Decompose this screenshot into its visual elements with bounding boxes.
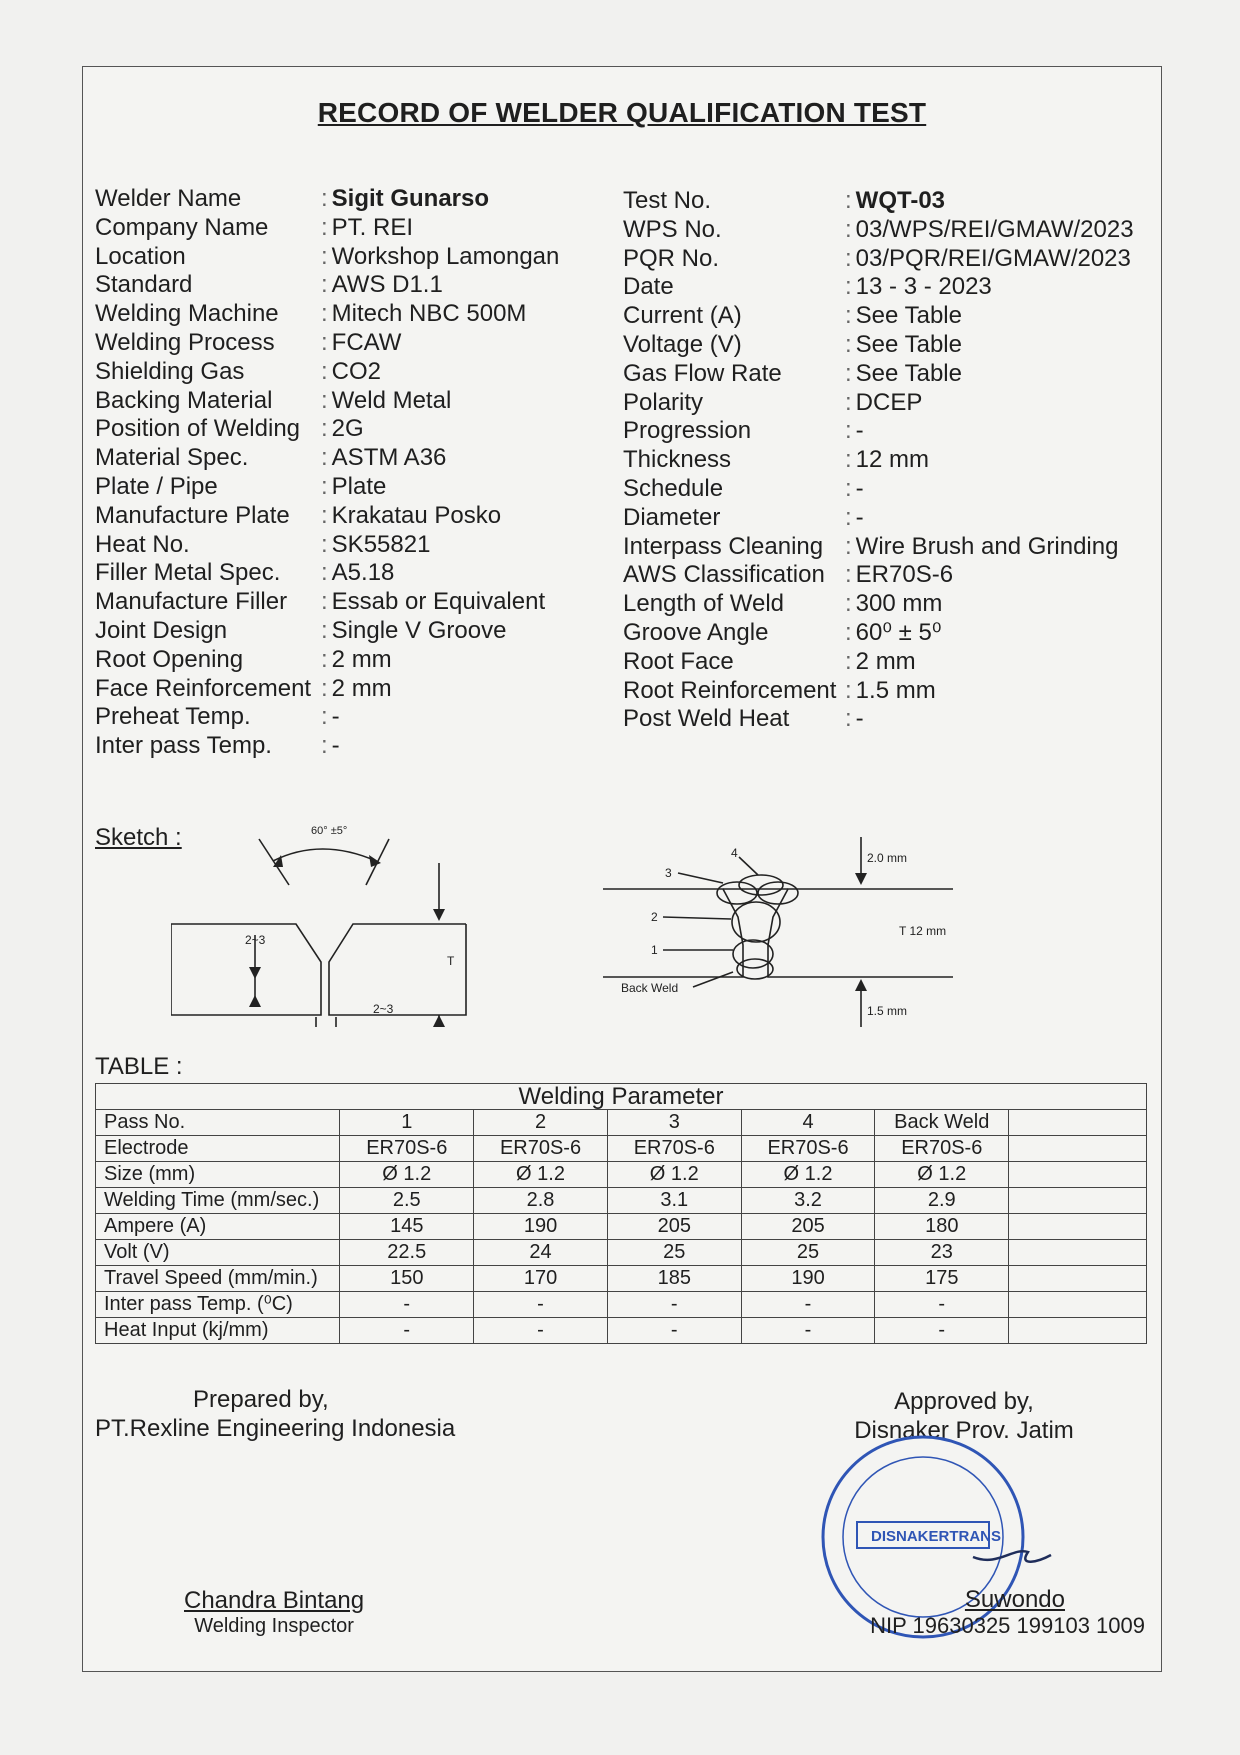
- left-field-row: [95, 703, 559, 732]
- right-field-value: See Table: [855, 359, 962, 387]
- colon-separator: :: [845, 647, 852, 675]
- weld-thickness-label: T 12 mm: [899, 924, 947, 938]
- table-cell: -: [741, 1292, 875, 1318]
- test-info-fields: [623, 187, 1134, 734]
- left-field-row: [95, 473, 559, 502]
- right-field-label: Thickness: [623, 446, 732, 474]
- left-field-value: Mitech NBC 500M: [331, 300, 527, 328]
- weld-pass-sketch: [603, 837, 1033, 1037]
- right-field-label: Progression: [623, 417, 752, 445]
- right-field-row: [623, 360, 1134, 389]
- empty-cell: [1009, 1214, 1147, 1240]
- empty-cell: [1009, 1240, 1147, 1266]
- table-cell: 25: [607, 1240, 741, 1266]
- colon-separator: :: [845, 187, 852, 214]
- row-label: Welding Time (mm/sec.): [96, 1188, 340, 1214]
- right-field-row: [623, 475, 1134, 504]
- left-field-value: -: [331, 732, 340, 760]
- left-field-label: Preheat Temp.: [95, 703, 251, 731]
- right-field-value: 60⁰ ± 5⁰: [855, 618, 942, 646]
- table-heading: Welding Parameter: [96, 1084, 1147, 1110]
- colon-separator: :: [845, 359, 852, 387]
- approved-org: Disnaker Prov. Jatim: [854, 1417, 1074, 1444]
- table-cell: Ø 1.2: [875, 1162, 1009, 1188]
- table-cell: Ø 1.2: [340, 1162, 474, 1188]
- empty-cell: [1009, 1266, 1147, 1292]
- left-field-row: [95, 675, 559, 704]
- right-field-row: [623, 273, 1134, 302]
- left-field-label: Welding Process: [95, 328, 275, 356]
- left-field-label: Inter pass Temp.: [95, 732, 272, 760]
- colon-separator: :: [321, 185, 328, 212]
- prepared-company: PT.Rexline Engineering Indonesia: [95, 1415, 456, 1442]
- table-cell: 2.8: [474, 1188, 608, 1214]
- colon-separator: :: [845, 590, 852, 618]
- approver-nip: NIP 19630325 199103 1009: [870, 1613, 1145, 1638]
- right-field-value: See Table: [855, 302, 962, 330]
- left-field-row: [95, 329, 559, 358]
- right-field-label: Root Reinforcement: [623, 676, 837, 704]
- colon-separator: :: [321, 674, 328, 702]
- table-cell: 190: [474, 1214, 608, 1240]
- row-label: Volt (V): [96, 1240, 340, 1266]
- colon-separator: :: [845, 417, 852, 445]
- table-row: [96, 1318, 1147, 1344]
- root-reinforcement-label: 1.5 mm: [867, 1004, 908, 1018]
- right-field-row: [623, 561, 1134, 590]
- colon-separator: :: [321, 271, 328, 299]
- colon-separator: :: [321, 444, 328, 472]
- welding-parameter-table: [95, 1083, 1147, 1344]
- table-cell: 2.5: [340, 1188, 474, 1214]
- colon-separator: :: [321, 501, 328, 529]
- inspector-name: Chandra Bintang: [184, 1587, 365, 1614]
- table-cell: 180: [875, 1214, 1009, 1240]
- left-field-row: [95, 444, 559, 473]
- document-title: RECORD OF WELDER QUALIFICATION TEST: [317, 97, 927, 128]
- right-field-value: ER70S-6: [855, 561, 954, 589]
- left-field-value: SK55821: [331, 530, 431, 558]
- right-field-value: -: [855, 705, 864, 733]
- left-field-row: [95, 559, 559, 588]
- colon-separator: :: [321, 242, 328, 270]
- table-label: TABLE :: [95, 1053, 183, 1080]
- table-row: [96, 1266, 1147, 1292]
- left-field-row: [95, 185, 559, 214]
- right-field-value: WQT-03: [855, 187, 946, 214]
- left-field-row: [95, 358, 559, 387]
- right-field-value: DCEP: [855, 388, 923, 416]
- table-cell: Ø 1.2: [741, 1162, 875, 1188]
- pass-3-label: 3: [665, 866, 672, 880]
- right-field-value: -: [855, 417, 864, 445]
- right-field-label: Voltage (V): [623, 330, 742, 358]
- pass-2-label: 2: [651, 910, 658, 924]
- table-cell: 25: [741, 1240, 875, 1266]
- left-field-value: A5.18: [331, 559, 395, 587]
- left-field-row: [95, 588, 559, 617]
- table-cell: 205: [741, 1214, 875, 1240]
- colon-separator: :: [321, 386, 328, 414]
- colon-separator: :: [845, 705, 852, 733]
- left-field-label: Root Opening: [95, 645, 244, 673]
- right-field-row: [623, 245, 1134, 274]
- left-field-row: [95, 646, 559, 675]
- right-field-row: [623, 705, 1134, 734]
- right-field-value: 13 - 3 - 2023: [855, 273, 992, 301]
- right-field-label: Diameter: [623, 503, 721, 531]
- left-field-label: Filler Metal Spec.: [95, 559, 281, 587]
- table-cell: 3.1: [607, 1188, 741, 1214]
- sketch-root-face-label: 2~3: [245, 933, 266, 947]
- left-field-row: [95, 387, 559, 416]
- left-field-value: Plate: [331, 472, 387, 500]
- sketch-label: Sketch :: [95, 824, 182, 851]
- left-field-row: [95, 531, 559, 560]
- colon-separator: :: [321, 300, 328, 328]
- left-field-label: Backing Material: [95, 386, 273, 414]
- empty-cell: [1009, 1188, 1147, 1214]
- colon-separator: :: [845, 446, 852, 474]
- colon-separator: :: [321, 213, 328, 241]
- colon-separator: :: [321, 559, 328, 587]
- back-weld-label: Back Weld: [621, 981, 679, 995]
- left-field-label: Welder Name: [95, 185, 242, 212]
- left-field-row: [95, 502, 559, 531]
- pass-4-label: 4: [731, 846, 738, 860]
- left-field-value: Weld Metal: [331, 386, 452, 414]
- left-field-label: Manufacture Filler: [95, 588, 288, 616]
- right-field-row: [623, 619, 1134, 648]
- table-cell: Ø 1.2: [474, 1162, 608, 1188]
- left-field-row: [95, 732, 559, 761]
- left-field-label: Heat No.: [95, 530, 190, 558]
- colon-separator: :: [321, 357, 328, 385]
- colon-separator: :: [845, 302, 852, 330]
- left-field-label: Plate / Pipe: [95, 472, 218, 500]
- left-field-row: [95, 300, 559, 329]
- table-cell: -: [875, 1292, 1009, 1318]
- table-cell: ER70S-6: [340, 1136, 474, 1162]
- right-field-row: [623, 590, 1134, 619]
- left-field-label: Location: [95, 242, 186, 270]
- left-field-row: [95, 415, 559, 444]
- colon-separator: :: [321, 616, 328, 644]
- right-field-label: PQR No.: [623, 244, 720, 272]
- document-sheet: [82, 66, 1162, 1672]
- left-field-label: Standard: [95, 271, 193, 299]
- colon-separator: :: [845, 532, 852, 560]
- table-cell: 2: [474, 1110, 608, 1136]
- row-label: Electrode: [96, 1136, 340, 1162]
- empty-cell: [1009, 1110, 1147, 1136]
- left-field-value: PT. REI: [331, 213, 414, 241]
- colon-separator: :: [321, 732, 328, 760]
- table-cell: -: [607, 1292, 741, 1318]
- colon-separator: :: [845, 244, 852, 272]
- right-field-row: [623, 648, 1134, 677]
- table-cell: 3: [607, 1110, 741, 1136]
- row-label: Pass No.: [96, 1110, 340, 1136]
- svg-text:DISNAKERTRANS: DISNAKERTRANS: [871, 1528, 1002, 1545]
- left-field-row: [95, 617, 559, 646]
- table-cell: 145: [340, 1214, 474, 1240]
- row-label: Travel Speed (mm/min.): [96, 1266, 340, 1292]
- table-row: [96, 1110, 1147, 1136]
- right-field-row: [623, 417, 1134, 446]
- colon-separator: :: [321, 472, 328, 500]
- inspector-role: Welding Inspector: [194, 1615, 354, 1637]
- left-field-value: 2 mm: [331, 674, 392, 702]
- right-field-value: Wire Brush and Grinding: [855, 532, 1119, 560]
- left-field-value: Essab or Equivalent: [331, 588, 546, 616]
- row-label: Heat Input (kj/mm): [96, 1318, 340, 1344]
- table-cell: -: [741, 1318, 875, 1344]
- left-field-label: Company Name: [95, 213, 269, 241]
- sketch-gap-label: 2~3: [373, 1002, 394, 1016]
- table-cell: ER70S-6: [474, 1136, 608, 1162]
- table-cell: 175: [875, 1266, 1009, 1292]
- right-field-value: 300 mm: [855, 590, 943, 618]
- right-field-label: AWS Classification: [623, 561, 825, 589]
- table-cell: -: [340, 1318, 474, 1344]
- right-field-label: Polarity: [623, 388, 704, 416]
- table-cell: ER70S-6: [875, 1136, 1009, 1162]
- table-cell: -: [474, 1292, 608, 1318]
- prepared-by-label: Prepared by,: [193, 1386, 329, 1413]
- right-field-value: 03/PQR/REI/GMAW/2023: [855, 244, 1131, 272]
- right-field-row: [623, 331, 1134, 360]
- table-cell: 150: [340, 1266, 474, 1292]
- colon-separator: :: [845, 618, 852, 646]
- left-field-value: Sigit Gunarso: [331, 185, 490, 212]
- right-field-label: Length of Weld: [623, 590, 785, 618]
- table-row: [96, 1292, 1147, 1318]
- left-field-label: Face Reinforcement: [95, 674, 312, 702]
- empty-cell: [1009, 1318, 1147, 1344]
- empty-cell: [1009, 1292, 1147, 1318]
- left-field-row: [95, 243, 559, 272]
- left-field-value: Single V Groove: [331, 616, 507, 644]
- colon-separator: :: [845, 474, 852, 502]
- right-field-label: Gas Flow Rate: [623, 359, 782, 387]
- table-cell: Back Weld: [875, 1110, 1009, 1136]
- sketch-thickness-label: T: [447, 954, 455, 968]
- row-label: Ampere (A): [96, 1214, 340, 1240]
- right-field-value: 12 mm: [855, 446, 930, 474]
- right-field-label: Root Face: [623, 647, 734, 675]
- right-field-label: Test No.: [623, 187, 712, 214]
- table-cell: 4: [741, 1110, 875, 1136]
- right-field-value: 1.5 mm: [855, 676, 936, 704]
- right-field-value: -: [855, 474, 864, 502]
- table-cell: ER70S-6: [607, 1136, 741, 1162]
- left-field-value: ASTM A36: [331, 444, 447, 472]
- right-field-value: See Table: [855, 330, 962, 358]
- right-field-row: [623, 504, 1134, 533]
- table-cell: 205: [607, 1214, 741, 1240]
- colon-separator: :: [845, 330, 852, 358]
- table-row: [96, 1214, 1147, 1240]
- right-field-row: [623, 302, 1134, 331]
- colon-separator: :: [845, 503, 852, 531]
- left-field-label: Welding Machine: [95, 300, 279, 328]
- colon-separator: :: [321, 328, 328, 356]
- right-field-row: [623, 389, 1134, 418]
- approver-signature: [845, 1587, 1145, 1639]
- table-row: [96, 1188, 1147, 1214]
- left-field-label: Manufacture Plate: [95, 501, 290, 529]
- table-cell: 185: [607, 1266, 741, 1292]
- left-field-value: Workshop Lamongan: [331, 242, 560, 270]
- colon-separator: :: [321, 588, 328, 616]
- table-row: [96, 1136, 1147, 1162]
- prepared-block: [83, 1385, 455, 1443]
- table-cell: -: [474, 1318, 608, 1344]
- table-cell: -: [607, 1318, 741, 1344]
- left-field-row: [95, 271, 559, 300]
- table-cell: 3.2: [741, 1188, 875, 1214]
- welder-info-fields: [95, 185, 559, 761]
- colon-separator: :: [845, 273, 852, 301]
- colon-separator: :: [845, 561, 852, 589]
- left-field-row: [95, 214, 559, 243]
- table-row: [96, 1162, 1147, 1188]
- right-field-row: [623, 533, 1134, 562]
- colon-separator: :: [321, 645, 328, 673]
- table-cell: 22.5: [340, 1240, 474, 1266]
- table-cell: -: [340, 1292, 474, 1318]
- left-field-value: -: [331, 703, 340, 731]
- right-field-value: -: [855, 503, 864, 531]
- right-field-label: Current (A): [623, 302, 742, 330]
- table-cell: 24: [474, 1240, 608, 1266]
- approved-by-label: Approved by,: [894, 1388, 1034, 1415]
- left-field-value: Krakatau Posko: [331, 501, 502, 529]
- colon-separator: :: [845, 676, 852, 704]
- right-field-value: 03/WPS/REI/GMAW/2023: [855, 215, 1134, 243]
- left-field-value: AWS D1.1: [331, 271, 443, 299]
- left-field-label: Material Spec.: [95, 444, 249, 472]
- right-field-row: [623, 187, 1134, 216]
- left-field-value: 2 mm: [331, 645, 392, 673]
- right-field-label: Date: [623, 273, 674, 301]
- colon-separator: :: [321, 415, 328, 443]
- joint-design-sketch: [171, 817, 531, 1027]
- empty-cell: [1009, 1136, 1147, 1162]
- right-field-label: Interpass Cleaning: [623, 532, 824, 560]
- left-field-label: Shielding Gas: [95, 357, 245, 385]
- left-field-value: 2G: [331, 415, 364, 443]
- inspector-signature: [184, 1587, 364, 1638]
- left-field-value: FCAW: [331, 328, 402, 356]
- table-cell: 2.9: [875, 1188, 1009, 1214]
- left-field-label: Position of Welding: [95, 415, 301, 443]
- row-label: Inter pass Temp. (⁰C): [96, 1292, 340, 1318]
- table-heading-row: [96, 1084, 1147, 1110]
- pass-1-label: 1: [651, 943, 658, 957]
- table-cell: 170: [474, 1266, 608, 1292]
- right-field-row: [623, 446, 1134, 475]
- right-field-row: [623, 677, 1134, 706]
- right-field-label: Groove Angle: [623, 618, 769, 646]
- colon-separator: :: [845, 388, 852, 416]
- right-field-label: Post Weld Heat: [623, 705, 790, 733]
- right-field-value: 2 mm: [855, 647, 916, 675]
- colon-separator: :: [321, 703, 328, 731]
- table-cell: -: [875, 1318, 1009, 1344]
- left-field-label: Joint Design: [95, 616, 228, 644]
- weld-reinforcement-label: 2.0 mm: [867, 851, 908, 865]
- right-field-row: [623, 216, 1134, 245]
- table-cell: Ø 1.2: [607, 1162, 741, 1188]
- right-field-label: WPS No.: [623, 215, 722, 243]
- left-field-value: CO2: [331, 357, 382, 385]
- colon-separator: :: [321, 530, 328, 558]
- right-field-label: Schedule: [623, 474, 724, 502]
- empty-cell: [1009, 1162, 1147, 1188]
- approver-name: Suwondo: [964, 1586, 1065, 1613]
- row-label: Size (mm): [96, 1162, 340, 1188]
- table-cell: 190: [741, 1266, 875, 1292]
- table-cell: ER70S-6: [741, 1136, 875, 1162]
- table-row: [96, 1240, 1147, 1266]
- colon-separator: :: [845, 215, 852, 243]
- table-cell: 23: [875, 1240, 1009, 1266]
- sketch-angle-label: 60° ±5°: [311, 825, 348, 837]
- table-cell: 1: [340, 1110, 474, 1136]
